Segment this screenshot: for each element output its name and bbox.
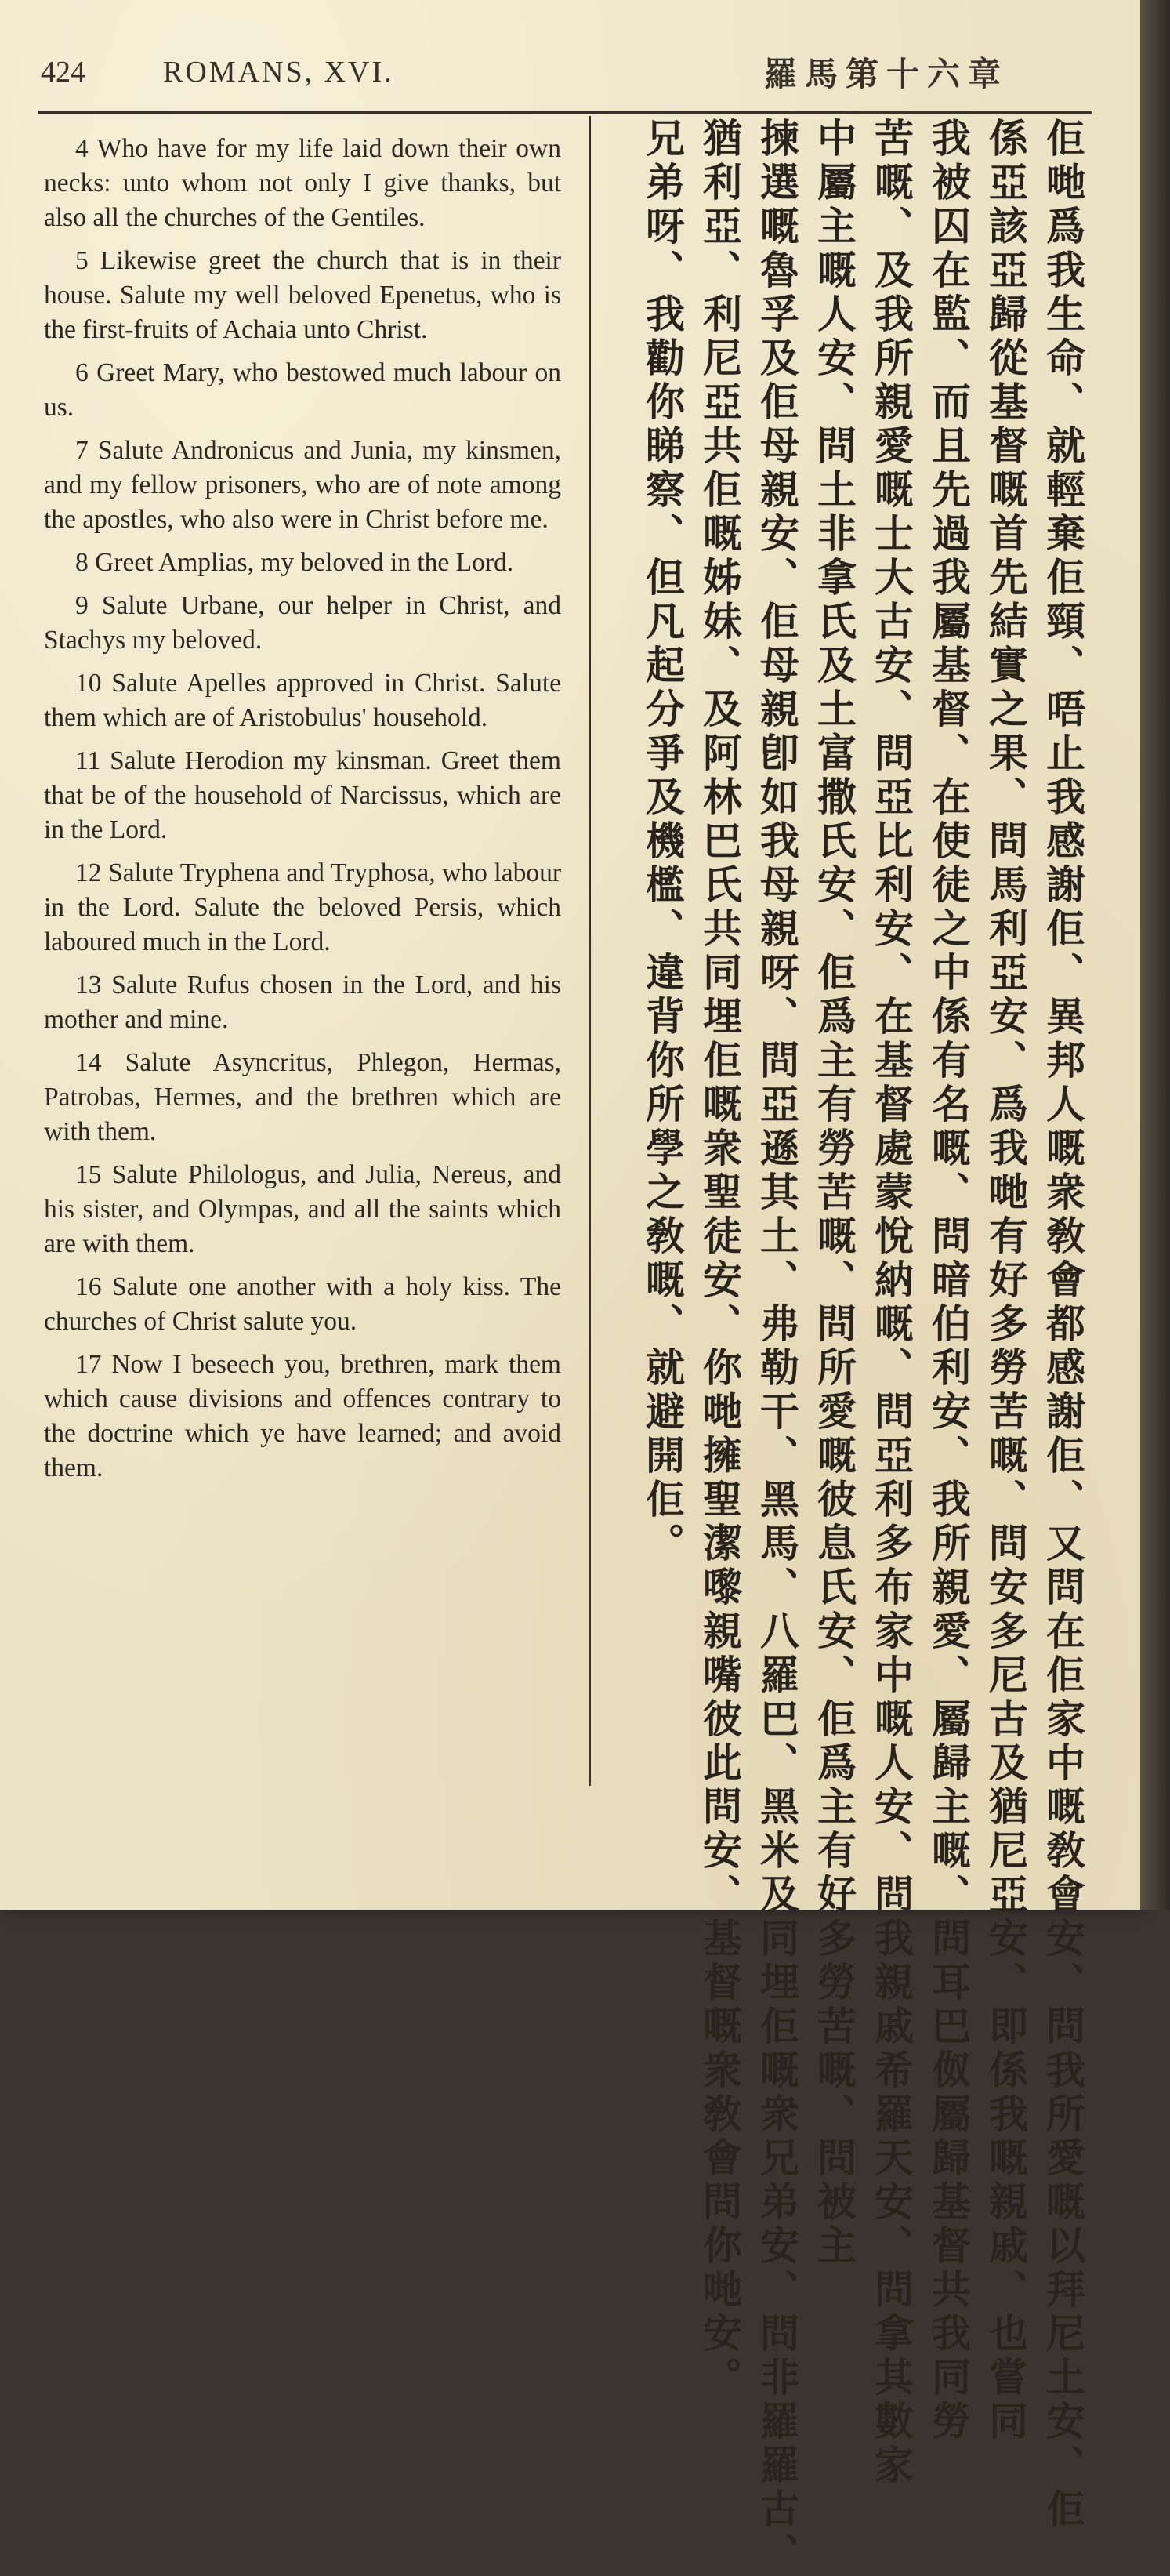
- chinese-column: 猶利亞、利尼亞共佢嘅姊妹、及阿林巴氏共同埋佢嘅衆聖徒安、你哋擁聖潔嚟親嘴彼此問安、基督嘅衆敎會問你哋安。: [697, 118, 742, 2400]
- verse-16: 16 Salute one another with a holy kiss. The churches of Christ salute you.: [44, 1272, 561, 1336]
- verse-12: 12 Salute Tryphena and Tryphosa, who labour in the Lord. Salute the beloved Persis, which laboured much in the Lord.: [44, 858, 561, 956]
- verse-17: 17 Now I beseech you, brethren, mark them which cause divisions and offences contrary to the doctrine which ye have learned; and avoid them.: [44, 1350, 561, 1482]
- verse-4: 4 Who have for my life laid down their own necks: unto whom not only I give thanks, but also all the churches of the Gentiles.: [44, 134, 561, 232]
- verse-6: 6 Greet Mary, who bestowed much labour on us.: [44, 358, 561, 422]
- chinese-chapter-title: 羅馬第十六章: [763, 55, 1009, 93]
- verse-10: 10 Salute Apelles approved in Christ. Salute them which are of Aristobulus' household.: [44, 669, 561, 732]
- header-rule: [38, 111, 1092, 114]
- chinese-column: 揀選嘅魯孚及佢母親安、佢母親卽如我母親呀、問亞遜其土、弗勒干、黑馬、八羅巴、黑米及同埋佢嘅衆兄弟安、問非羅羅古、: [754, 118, 799, 2576]
- chinese-column: 係亞該亞歸從基督嘅首先結實之果、問馬利亞安、爲我哋有好多勞苦嘅、問安多尼古及猶尼亞安、即係我嘅親戚、也嘗同: [983, 118, 1028, 2444]
- chinese-column: 中屬主嘅人安、問土非拿氏及土富撒氏安、佢爲主有勞苦嘅、問所愛嘅彼息氏安、佢爲主有好多勞苦嘅、問被主: [811, 118, 857, 2269]
- running-title: ROMANS, XVI.: [163, 56, 394, 89]
- verse-15: 15 Salute Philologus, and Julia, Nereus, and his sister, and Olympas, and all the saints which are with them.: [44, 1160, 561, 1258]
- page-header: [41, 49, 1083, 103]
- column-divider: [589, 116, 591, 1786]
- chinese-column: 苦嘅、及我所親愛嘅士大古安、問亞比利安、在基督處蒙悅納嘅、問亞利多布家中嘅人安、問我親戚希羅天安、問拿其數家: [868, 118, 914, 2488]
- verse-8: 8 Greet Amplias, my beloved in the Lord.: [75, 548, 514, 577]
- verse-14: 14 Salute Asyncritus, Phlegon, Hermas, Patrobas, Hermes, and the brethren which are with them.: [44, 1048, 561, 1146]
- chinese-column: 佢哋爲我生命、就輕棄佢頸、唔止我感謝佢、異邦人嘅衆敎會都感謝佢、又問在佢家中嘅敎會安、問我所愛嘅以拜尼土安、佢: [1040, 118, 1085, 2532]
- chinese-text-column: [607, 118, 1093, 2576]
- verse-5: 5 Likewise greet the church that is in their house. Salute my well beloved Epenetus, who is the first-fruits of Achaia unto Christ.: [44, 246, 561, 344]
- verse-9: 9 Salute Urbane, our helper in Christ, and Stachys my beloved.: [44, 591, 561, 655]
- book-binding-edge: [1140, 0, 1170, 1910]
- verse-7: 7 Salute Andronicus and Junia, my kinsmen, and my fellow prisoners, who are of note among the apostles, who also were in Christ before me.: [44, 436, 561, 534]
- chinese-column: 我被囚在監、而且先過我屬基督、在使徒之中係有名嘅、問暗伯利安、我所親愛、屬歸主嘅、問耳巴伮屬歸基督共我同勞: [925, 118, 971, 2444]
- verse-11: 11 Salute Herodion my kinsman. Greet them that be of the household of Narcissus, which are in the Lord.: [44, 746, 561, 844]
- english-text-column: [44, 132, 561, 1494]
- verse-13: 13 Salute Rufus chosen in the Lord, and his mother and mine.: [44, 971, 561, 1034]
- chinese-column: 兄弟呀、我勸你睇察、但凡起分爭及機檻、違背你所學之敎嘅、就避開佢。: [639, 118, 685, 1566]
- page-number: 424: [41, 56, 85, 89]
